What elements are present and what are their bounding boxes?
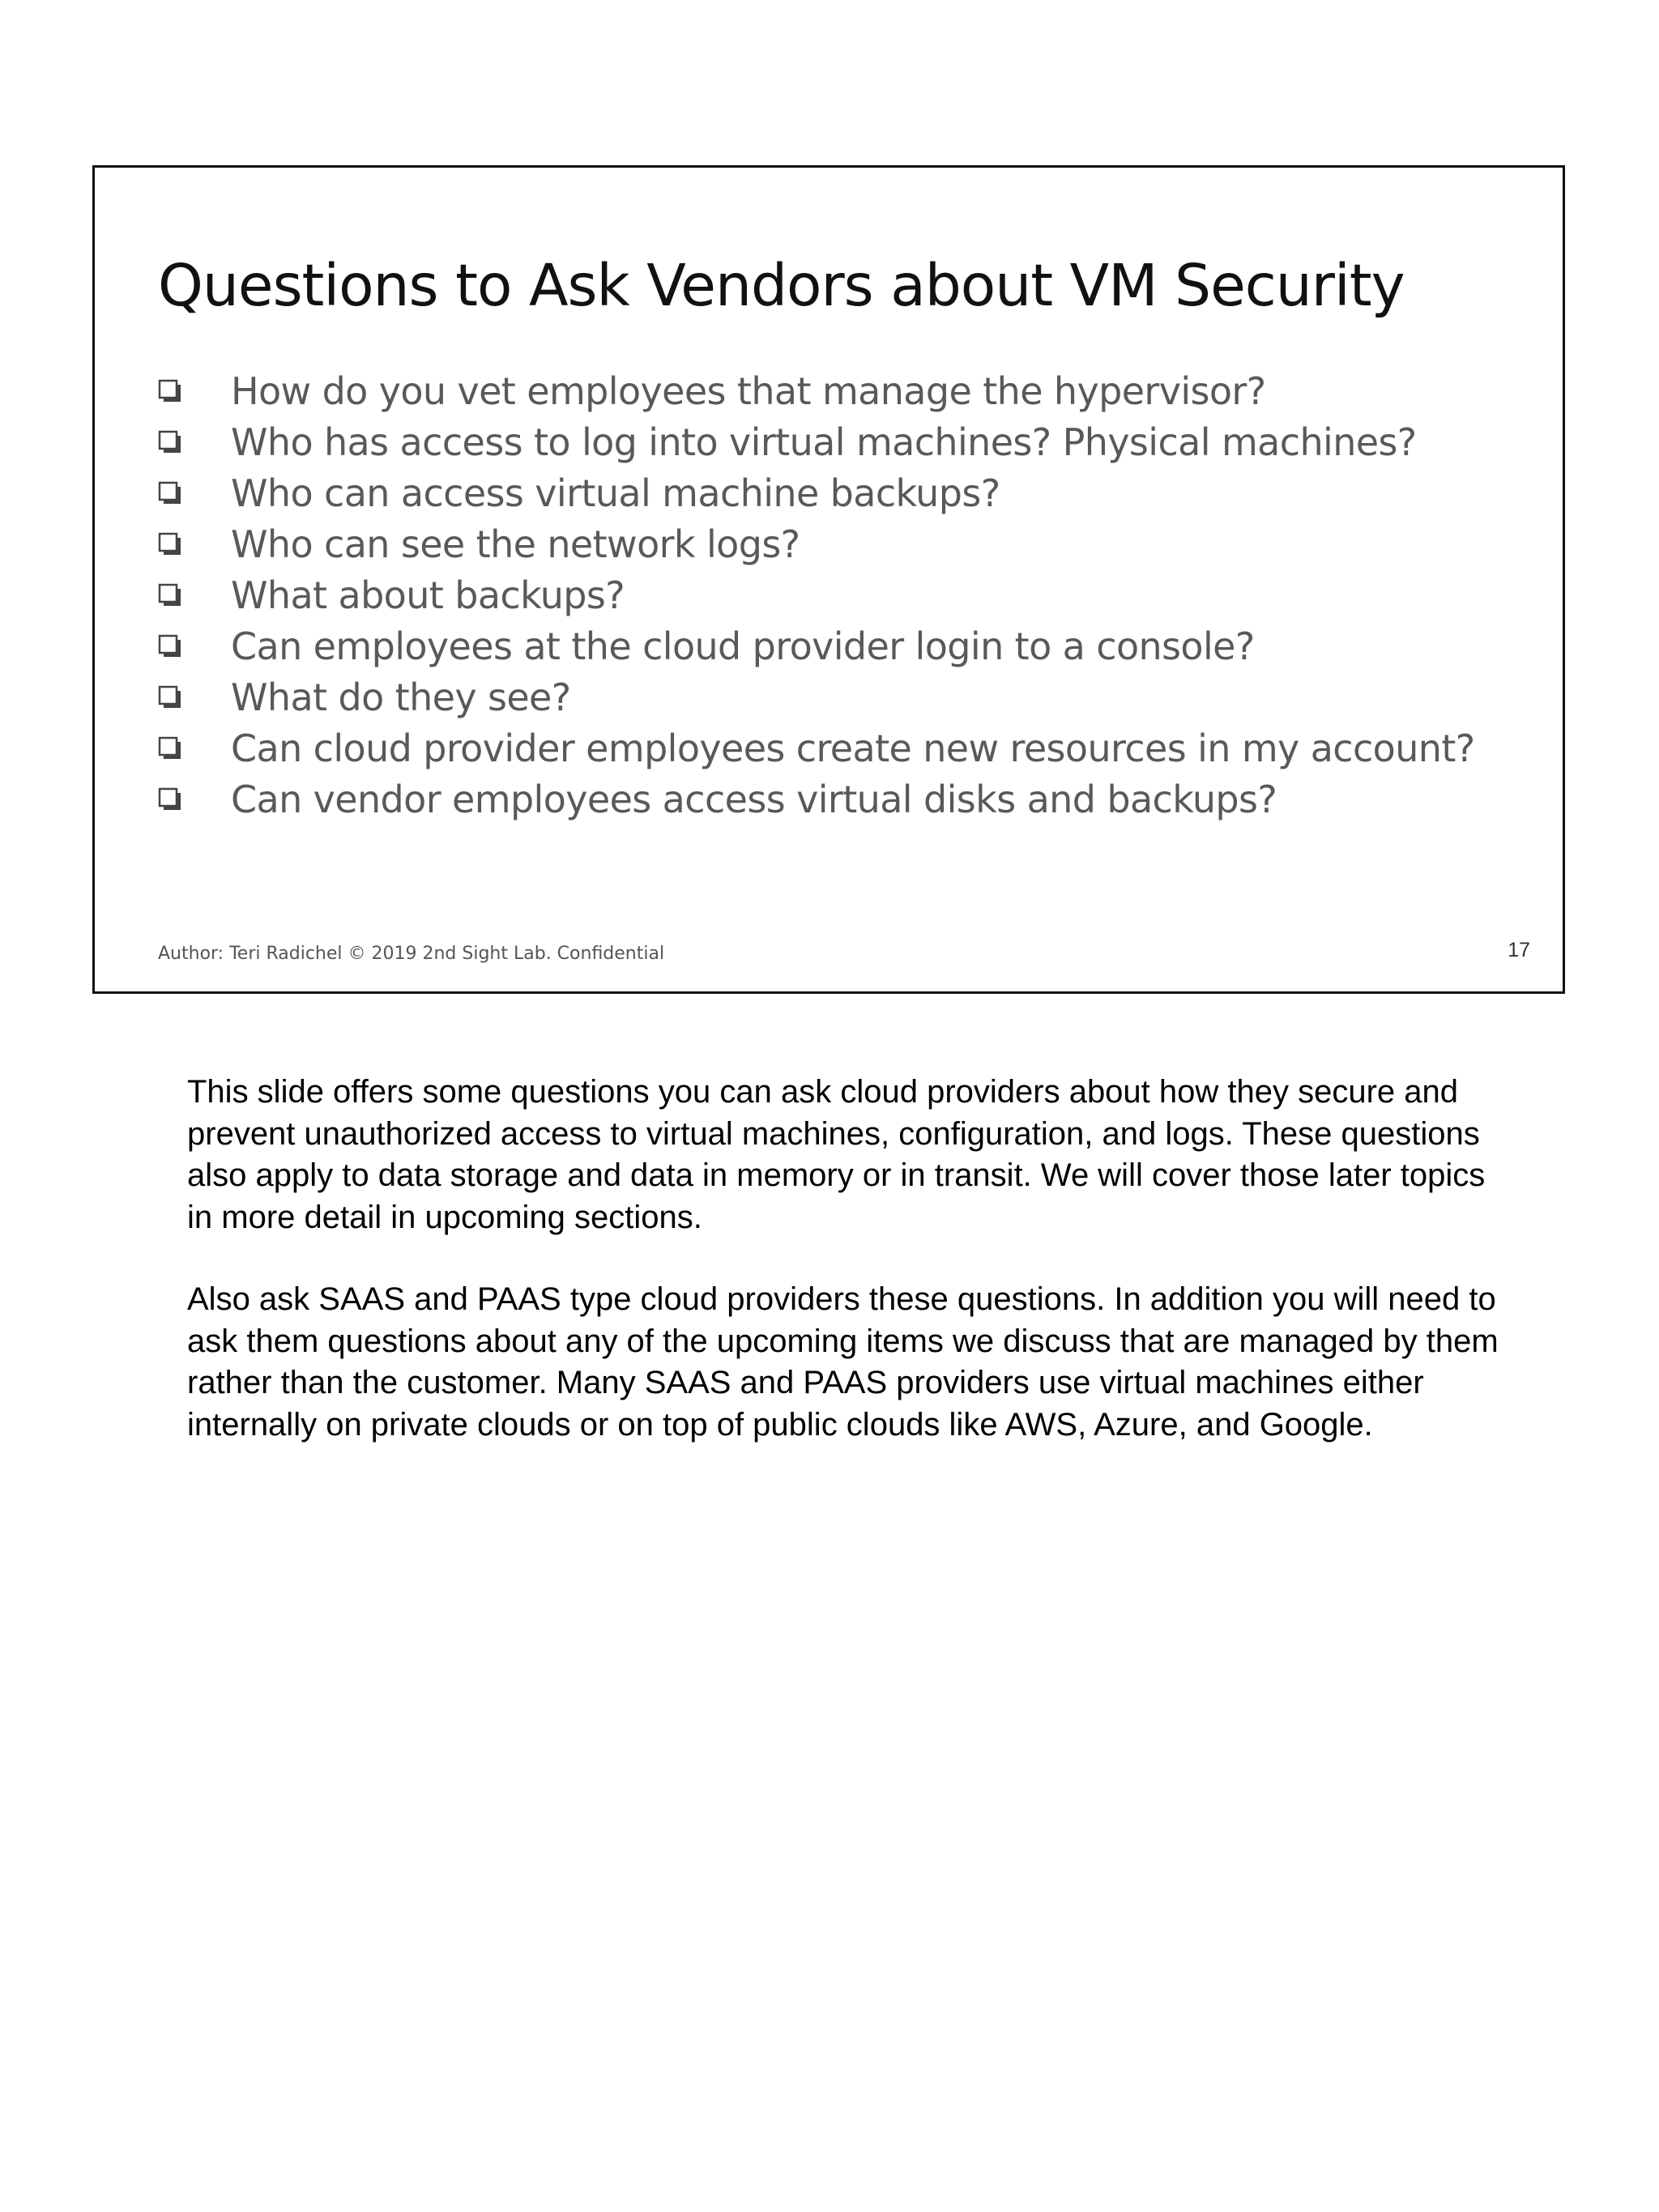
bullet-text: Who can access virtual machine backups? [231,471,1000,515]
bullet-item [158,365,1475,416]
note-paragraph: Also ask SAAS and PAAS type cloud providers these questions. In addition you will need to ask them questions about any of the upcoming items we discuss that are managed by them rather than the customer. Many SAAS and PAAS providers use virtual machines either internally on private clouds or on top of public clouds like AWS, Azure, and Google. [187,1281,1499,1443]
bullet-item [158,620,1475,671]
bullet-text: What do they see? [231,675,571,719]
bullet-text: Can cloud provider employees create new resources in my account? [231,726,1475,770]
page-number: 17 [1508,939,1530,961]
bullet-text: How do you vet employees that manage the hypervisor? [231,369,1266,413]
bullet-item [158,774,1475,825]
slide [92,165,1565,994]
bullet-item [158,722,1475,774]
bullet-item [158,569,1475,620]
checkbox-icon [158,583,182,607]
slide-title: Questions to Ask Vendors about VM Security [158,252,1405,319]
checkbox-icon [158,787,182,812]
checkbox-icon [158,634,182,658]
bullet-text: Who can see the network logs? [231,522,800,566]
checkbox-icon [158,481,182,505]
checkbox-icon [158,532,182,556]
slide-footer: Author: Teri Radichel © 2019 2nd Sight Lab. Confidential [158,944,665,964]
bullet-item [158,518,1475,569]
bullet-text: What about backups? [231,573,625,617]
bullet-item [158,416,1475,467]
checkbox-icon [158,430,182,454]
note-paragraph: This slide offers some questions you can ask cloud providers about how they secure and prevent unauthorized access to virtual machines, configuration, and logs. These questions also apply to data storage and data in memory or in transit. We will cover those later topics in more detail in upcoming sections. [187,1074,1486,1235]
speaker-notes [187,1072,1499,1486]
bullet-text: Can employees at the cloud provider login to a console? [231,624,1255,668]
checkbox-icon [158,379,182,403]
bullet-item [158,467,1475,518]
checkbox-icon [158,685,182,710]
bullet-text: Can vendor employees access virtual disks and backups? [231,777,1277,821]
bullet-text: Who has access to log into virtual machines? Physical machines? [231,420,1417,464]
bullet-item [158,671,1475,722]
bullet-list [158,365,1475,825]
checkbox-icon [158,736,182,761]
